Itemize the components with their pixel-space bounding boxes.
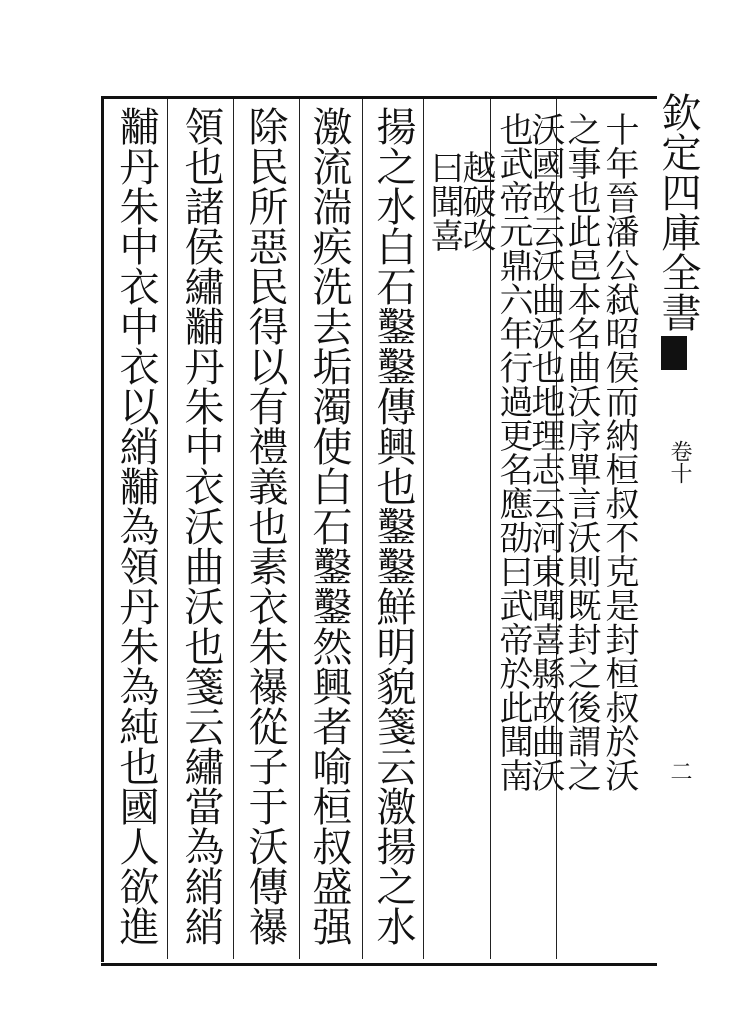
column-rule	[167, 99, 168, 959]
text-column-11: 黼丹朱中衣中衣以綃黼為領丹朱為純也國人欲進	[113, 106, 159, 946]
text-column-9: 除民所惡民得以有禮義也素衣朱襮從子于沃傳襮	[242, 106, 288, 946]
column-rule	[299, 99, 300, 959]
text-column-3: 沃國故云沃曲沃也地理志云河東聞喜縣故曲沃	[525, 112, 565, 792]
column-rule	[362, 99, 363, 959]
text-column-1: 十年晉潘公弑昭侯而納桓叔不克是封桓叔於沃	[599, 112, 639, 792]
text-column-6: 曰聞喜	[424, 150, 464, 252]
text-column-5: 越破改	[456, 150, 496, 252]
frame-left-border	[101, 96, 104, 962]
fish-tail-mark	[661, 336, 687, 370]
text-column-7: 揚之水白石鑿鑿傳興也鑿鑿鮮明貌箋云激揚之水	[370, 106, 416, 946]
collection-title: 欽定四庫全書	[655, 92, 701, 332]
column-rule	[233, 99, 234, 959]
text-column-8: 激流湍疾洗去垢濁使白石鑿鑿然興者喻桓叔盛强	[306, 106, 352, 946]
volume-label: 卷十	[667, 440, 692, 484]
text-column-4: 也武帝元鼎六年行過更名應劭曰武帝於此聞南	[493, 112, 533, 792]
text-column-2: 之事也此邑本名曲沃序單言沃則既封之後謂之	[561, 112, 601, 792]
leaf-number: 二	[667, 760, 692, 782]
text-column-10: 領也諸侯繡黼丹朱中衣沃曲沃也箋云繡當為綃綃	[178, 106, 224, 946]
